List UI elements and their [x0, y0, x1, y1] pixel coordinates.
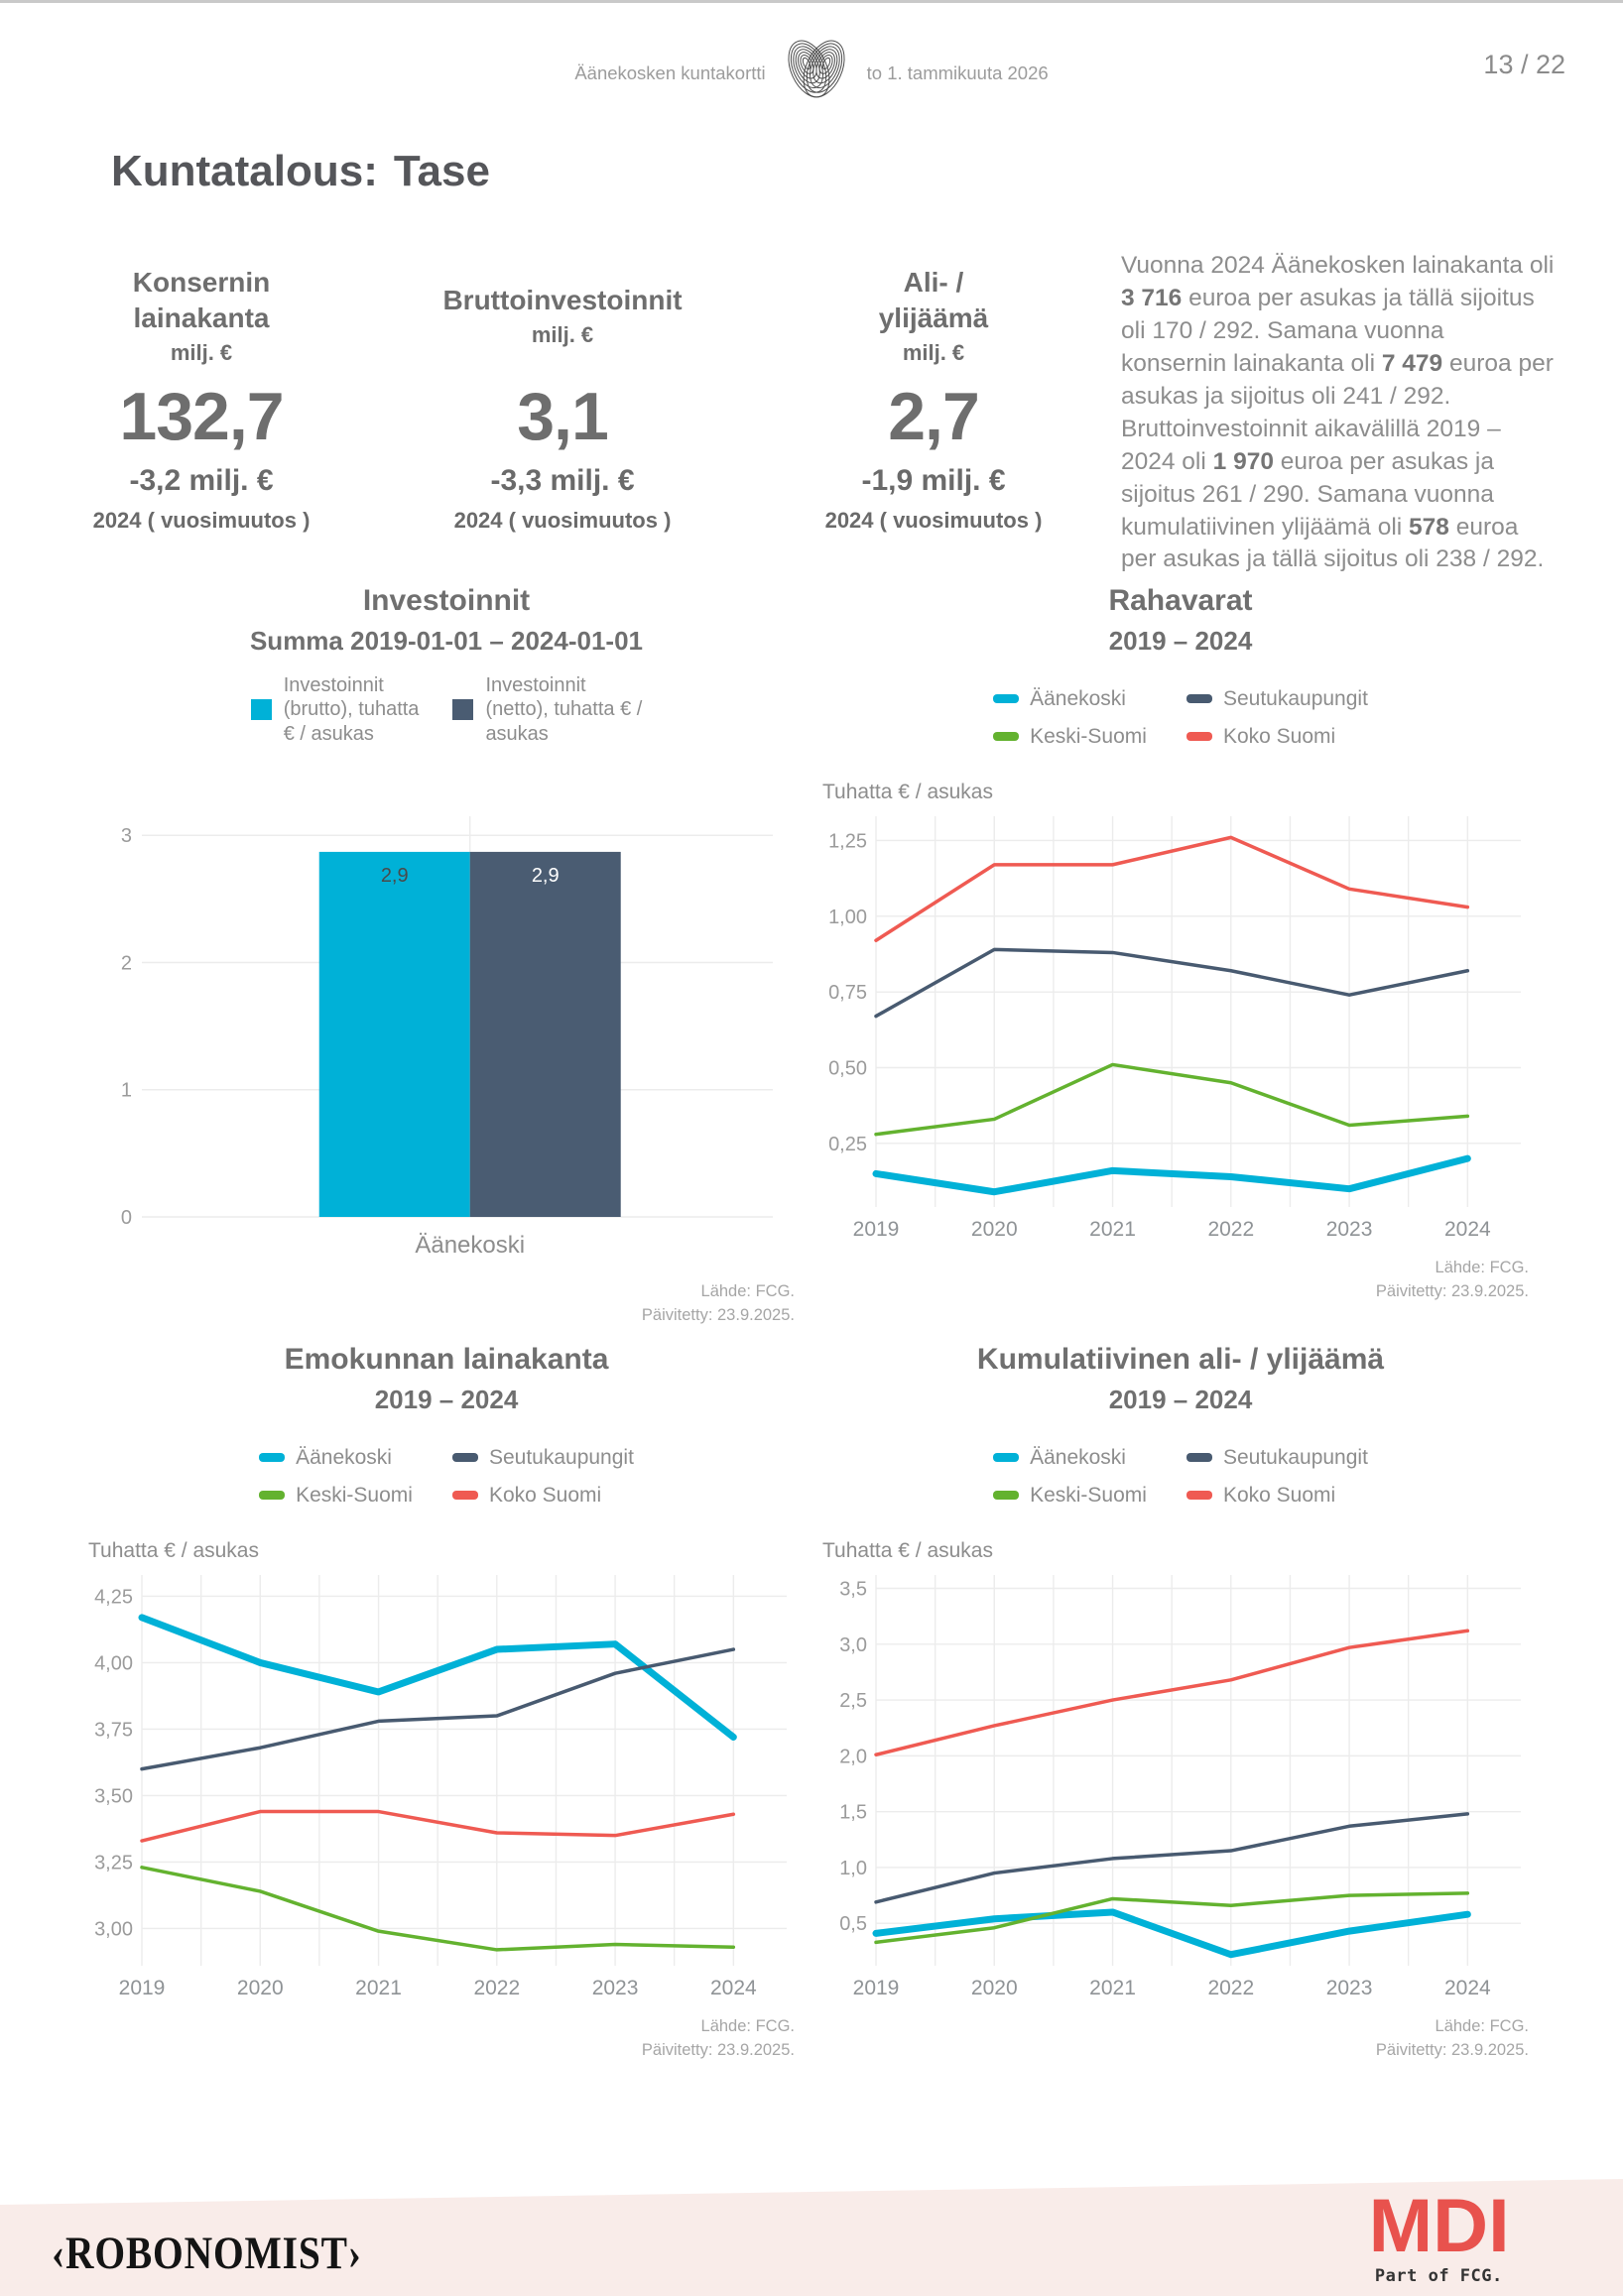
y-axis-label: Tuhatta € / asukas: [822, 781, 993, 803]
kpi-caption: 2024 ( vuosimuutos ): [824, 508, 1043, 533]
chart-title: Investoinnit: [362, 584, 531, 617]
svg-text:1,0: 1,0: [839, 1857, 867, 1879]
legend-swatch-icon: [452, 699, 473, 720]
legend-label: Koko Suomi: [488, 1484, 602, 1507]
svg-text:2022: 2022: [473, 1977, 521, 1999]
legend-item: [993, 1446, 1147, 1470]
kpi-caption: 2024 ( vuosimuutos ): [453, 508, 672, 533]
mdi-logo: MDI: [1368, 2183, 1510, 2268]
svg-text:2,0: 2,0: [839, 1746, 867, 1768]
svg-text:2019: 2019: [852, 1977, 900, 1999]
svg-text:2022: 2022: [1207, 1977, 1255, 1999]
svg-text:2,9: 2,9: [531, 864, 560, 887]
legend-swatch-icon: [452, 1491, 478, 1500]
svg-text:3,0: 3,0: [839, 1633, 867, 1656]
svg-text:1,00: 1,00: [828, 906, 867, 928]
svg-text:0,5: 0,5: [839, 1913, 867, 1936]
legend-item: [251, 673, 420, 746]
chart-title: Kumulatiivinen ali- / ylijäämä: [976, 1343, 1385, 1376]
legend-label: Seutukaupungit: [488, 1446, 634, 1469]
chart-source: Lähde: FCG. Päivitetty: 23.9.2025.: [1375, 2017, 1529, 2059]
robonomist-logo: ‹ROBONOMIST›: [52, 2228, 362, 2279]
emokunnan-lainakanta-line-plot: [84, 1565, 809, 2005]
svg-text:4,25: 4,25: [94, 1586, 133, 1609]
legend-swatch-icon: [1186, 694, 1212, 703]
svg-text:2021: 2021: [355, 1977, 402, 1999]
legend-label: Investoinnit (brutto), tuhatta € / asukas: [283, 674, 420, 745]
legend-swatch-icon: [1186, 1453, 1212, 1462]
svg-text:2019: 2019: [852, 1218, 900, 1241]
chart-subtitle: 2019 – 2024: [1108, 1385, 1253, 1414]
legend-swatch-icon: [259, 1453, 285, 1462]
svg-text:2019: 2019: [118, 1977, 166, 1999]
legend-item: [993, 725, 1147, 749]
chart-subtitle: Summa 2019-01-01 – 2024-01-01: [249, 626, 644, 656]
chart-source: Lähde: FCG. Päivitetty: 23.9.2025.: [641, 2017, 795, 2059]
header: [0, 34, 1623, 112]
legend-item: [1186, 1446, 1368, 1470]
kpi-label: Konsernin lainakanta: [132, 267, 271, 333]
chart-subtitle: 2019 – 2024: [374, 1385, 519, 1414]
legend-item: [452, 673, 642, 746]
kpi-delta: -3,3 milj. €: [490, 464, 635, 497]
chart-rahavarat: [818, 570, 1543, 1344]
legend-label: Keski-Suomi: [1030, 725, 1147, 748]
svg-text:2,9: 2,9: [380, 864, 409, 887]
chart-legend: [84, 1446, 809, 1508]
legend-swatch-icon: [259, 1491, 285, 1500]
legend-item: [1186, 1484, 1368, 1508]
page-number: 13 / 22: [1483, 50, 1565, 79]
svg-text:0,25: 0,25: [828, 1133, 867, 1155]
chart-title: Rahavarat: [1108, 584, 1253, 617]
svg-text:1,25: 1,25: [828, 830, 867, 853]
summary-paragraph: Vuonna 2024 Äänekosken lainakanta oli 3 716 euroa per asukas ja tällä sijoitus oli 170 / 292. Samana vuonna konsernin lainakanta oli 7 479 euroa per asukas ja sijoitus oli 241 / 292. Bruttoinvestoinnit aikavälillä 2019 – 2024 oli 1 970 euroa per asukas ja sijoitus 261 / 290. Samana vuonna kumulatiivinen ylijäämä oli 578 euroa per asukas ja tällä sijoitus oli 238 / 292.: [1121, 252, 1555, 573]
svg-text:2021: 2021: [1089, 1977, 1136, 1999]
svg-text:2020: 2020: [970, 1218, 1018, 1241]
chart-emokunnan-lainakanta: [84, 1329, 809, 2103]
legend-item: [1186, 687, 1368, 711]
kpi-delta: -1,9 milj. €: [861, 464, 1006, 497]
kpi-label: Ali- / ylijäämä: [878, 267, 989, 333]
legend-item: [452, 1446, 634, 1470]
kpi-value: 132,7: [119, 379, 284, 454]
svg-text:2023: 2023: [1325, 1218, 1373, 1241]
kpi-ali-ylijaama: [765, 256, 1102, 534]
legend-label: Keski-Suomi: [296, 1484, 413, 1507]
kpi-caption: 2024 ( vuosimuutos ): [92, 508, 311, 533]
legend-swatch-icon: [251, 699, 272, 720]
chart-kumulatiivinen-ylijaama: [818, 1329, 1543, 2103]
svg-text:2023: 2023: [591, 1977, 639, 1999]
mdi-logo-block: [1368, 2183, 1510, 2286]
svg-text:2024: 2024: [1443, 1977, 1491, 1999]
legend-item: [1186, 725, 1368, 749]
kpi-unit: milj. €: [902, 339, 965, 365]
svg-text:2022: 2022: [1207, 1218, 1255, 1241]
chart-legend: [818, 687, 1543, 749]
legend-label: Seutukaupungit: [1222, 1446, 1368, 1469]
svg-text:0,75: 0,75: [828, 982, 867, 1005]
svg-text:3,00: 3,00: [94, 1918, 133, 1941]
svg-text:3,75: 3,75: [94, 1719, 133, 1742]
legend-label: Koko Suomi: [1222, 1484, 1336, 1507]
svg-text:2020: 2020: [970, 1977, 1018, 1999]
kpi-label: Bruttoinvestoinnit: [442, 285, 683, 316]
chart-legend: [84, 673, 809, 746]
legend-item: [993, 687, 1147, 711]
svg-text:0,50: 0,50: [828, 1057, 867, 1080]
kpi-konsernin-lainakanta: [33, 256, 370, 534]
legend-label: Äänekoski: [1030, 1446, 1126, 1469]
legend-label: Keski-Suomi: [1030, 1484, 1147, 1507]
legend-swatch-icon: [452, 1453, 478, 1462]
chart-investoinnit: [84, 570, 809, 1344]
svg-text:3,50: 3,50: [94, 1785, 133, 1808]
svg-text:1,5: 1,5: [839, 1801, 867, 1824]
mdi-tagline: Part of FCG.: [1374, 2266, 1503, 2286]
rahavarat-line-plot: [818, 806, 1543, 1247]
svg-text:4,00: 4,00: [94, 1652, 133, 1675]
legend-label: Äänekoski: [296, 1446, 392, 1469]
svg-text:2: 2: [120, 952, 132, 975]
svg-text:2024: 2024: [1443, 1218, 1491, 1241]
svg-text:2020: 2020: [236, 1977, 284, 1999]
page-title: [111, 147, 490, 196]
kpi-value: 3,1: [517, 379, 608, 454]
svg-text:3,25: 3,25: [94, 1852, 133, 1874]
kpi-bruttoinvestoinnit: [394, 256, 731, 534]
legend-swatch-icon: [993, 732, 1019, 741]
legend-label: Koko Suomi: [1222, 725, 1336, 748]
legend-swatch-icon: [993, 694, 1019, 703]
kpi-value: 2,7: [888, 379, 979, 454]
chart-title: Emokunnan lainakanta: [284, 1343, 609, 1376]
page-title-suffix: Tase: [393, 147, 490, 195]
kumulatiivinen-line-plot: [818, 1565, 1543, 2005]
fingerprint-heart-logo: [786, 34, 847, 112]
svg-text:Äänekoski: Äänekoski: [415, 1232, 526, 1259]
svg-text:3: 3: [120, 825, 132, 848]
legend-label: Äänekoski: [1030, 687, 1126, 710]
legend-swatch-icon: [1186, 1491, 1212, 1500]
header-date: to 1. tammikuuta 2026: [866, 61, 1049, 83]
svg-text:1: 1: [120, 1079, 132, 1102]
kpi-unit: milj. €: [170, 339, 233, 365]
svg-text:2023: 2023: [1325, 1977, 1373, 1999]
legend-item: [452, 1484, 634, 1508]
legend-swatch-icon: [1186, 732, 1212, 741]
header-report-name: Äänekosken kuntakortti: [574, 61, 766, 83]
svg-text:0: 0: [120, 1207, 132, 1229]
legend-item: [259, 1484, 413, 1508]
svg-text:2,5: 2,5: [839, 1690, 867, 1713]
legend-item: [259, 1446, 413, 1470]
svg-text:2021: 2021: [1089, 1218, 1136, 1241]
y-axis-label: Tuhatta € / asukas: [88, 1539, 259, 1562]
legend-label: Investoinnit (netto), tuhatta € / asukas: [485, 674, 643, 745]
top-border: [0, 0, 1623, 3]
legend-swatch-icon: [993, 1453, 1019, 1462]
kpi-delta: -3,2 milj. €: [129, 464, 274, 497]
svg-text:2024: 2024: [709, 1977, 757, 1999]
legend-swatch-icon: [993, 1491, 1019, 1500]
chart-legend: [818, 1446, 1543, 1508]
investoinnit-bar-plot: [84, 806, 809, 1272]
legend-label: Seutukaupungit: [1222, 687, 1368, 710]
legend-item: [993, 1484, 1147, 1508]
chart-source: Lähde: FCG. Päivitetty: 23.9.2025.: [641, 1282, 795, 1324]
svg-text:3,5: 3,5: [839, 1578, 867, 1601]
chart-source: Lähde: FCG. Päivitetty: 23.9.2025.: [1375, 1259, 1529, 1300]
kpi-unit: milj. €: [531, 321, 594, 347]
chart-subtitle: 2019 – 2024: [1108, 626, 1253, 656]
page-title-prefix: Kuntatalous:: [111, 147, 378, 195]
y-axis-label: Tuhatta € / asukas: [822, 1539, 993, 1562]
